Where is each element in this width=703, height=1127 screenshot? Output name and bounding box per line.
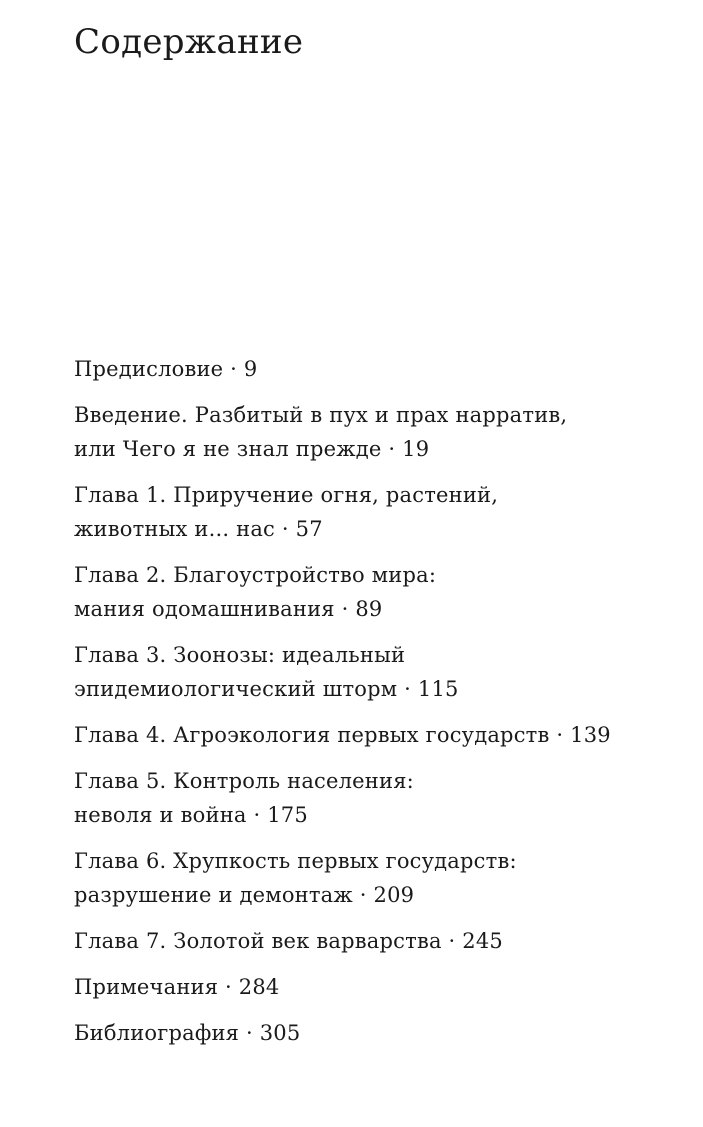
toc-line: неволя и война · 175 (74, 803, 308, 827)
toc-entry-chapter-1[interactable] (74, 478, 674, 546)
toc-line: Библиография · 305 (74, 1021, 301, 1045)
table-of-contents (74, 352, 674, 1062)
toc-line: Глава 3. Зоонозы: идеальный (74, 643, 406, 667)
toc-line: животных и... нас · 57 (74, 517, 323, 541)
toc-entry-preface[interactable] (74, 352, 674, 386)
toc-line: Предисловие · 9 (74, 357, 258, 381)
toc-line: мания одомашнивания · 89 (74, 597, 383, 621)
toc-line: Введение. Разбитый в пух и прах нарратив, (74, 403, 568, 427)
toc-entry-chapter-2[interactable] (74, 558, 674, 626)
toc-entry-chapter-3[interactable] (74, 638, 674, 706)
toc-line: Глава 2. Благоустройство мира: (74, 563, 437, 587)
toc-line: разрушение и демонтаж · 209 (74, 883, 415, 907)
toc-entry-chapter-7[interactable] (74, 924, 674, 958)
toc-entry-chapter-6[interactable] (74, 844, 674, 912)
toc-line: Глава 4. Агроэкология первых государств · 139 (74, 723, 611, 747)
toc-line: Глава 7. Золотой век варварства · 245 (74, 929, 503, 953)
toc-line: эпидемиологический шторм · 115 (74, 677, 459, 701)
toc-entry-notes[interactable] (74, 970, 674, 1004)
toc-line: Глава 1. Приручение огня, растений, (74, 483, 499, 507)
toc-entry-chapter-5[interactable] (74, 764, 674, 832)
toc-entry-chapter-4[interactable] (74, 718, 674, 752)
toc-line: Глава 5. Контроль населения: (74, 769, 414, 793)
toc-entry-bibliography[interactable] (74, 1016, 674, 1050)
toc-line: Примечания · 284 (74, 975, 280, 999)
toc-entry-introduction[interactable] (74, 398, 674, 466)
toc-line: Глава 6. Хрупкость первых государств: (74, 849, 517, 873)
toc-line: или Чего я не знал прежде · 19 (74, 437, 430, 461)
page-title: Содержание (74, 22, 304, 62)
